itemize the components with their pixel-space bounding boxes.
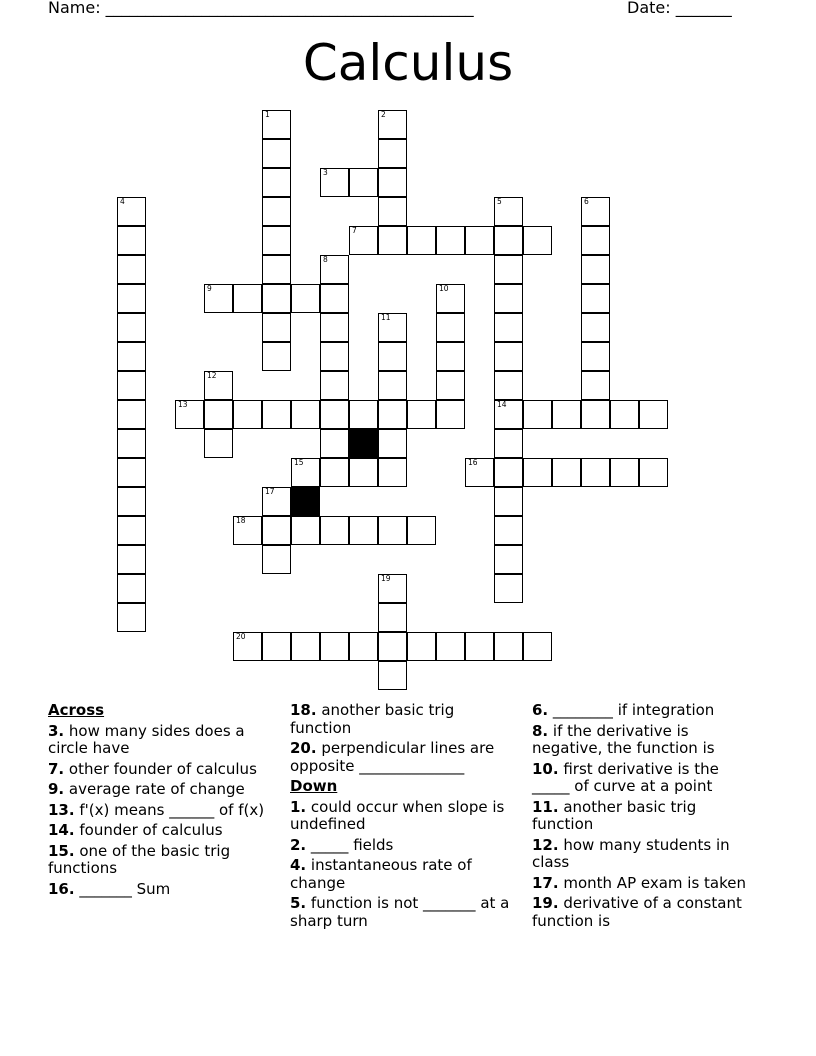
grid-cell[interactable] [407, 632, 436, 661]
clue-down-5: 5. function is not _______ at a sharp turn [290, 894, 510, 930]
grid-cell[interactable] [320, 255, 349, 284]
grid-cell[interactable] [581, 226, 610, 255]
grid-cell[interactable] [262, 342, 291, 371]
clue-down-11: 11. another basic trig function [532, 797, 697, 833]
grid-cell[interactable] [378, 661, 407, 690]
cell-number: 14 [497, 400, 507, 409]
grid-cell[interactable] [117, 313, 146, 342]
grid-cell[interactable] [378, 226, 407, 255]
clues-column-3 [532, 702, 758, 933]
cell-number: 7 [352, 226, 357, 235]
cell-number: 18 [236, 516, 246, 525]
grid-cell[interactable] [581, 458, 610, 487]
grid-cell[interactable] [262, 168, 291, 197]
cell-number: 3 [323, 168, 328, 177]
grid-cell[interactable] [436, 342, 465, 371]
clue-down-4: 4. instantaneous rate of change [290, 856, 472, 892]
grid-cell[interactable] [233, 400, 262, 429]
grid-cell[interactable] [378, 429, 407, 458]
grid-cell[interactable] [349, 168, 378, 197]
grid-cell[interactable] [349, 400, 378, 429]
grid-cell[interactable] [262, 255, 291, 284]
grid-cell[interactable] [262, 516, 291, 545]
grid-cell[interactable] [552, 458, 581, 487]
grid-cell[interactable] [117, 371, 146, 400]
grid-cell[interactable] [320, 284, 349, 313]
grid-cell[interactable] [320, 342, 349, 371]
grid-cell[interactable] [436, 313, 465, 342]
grid-cell[interactable] [117, 603, 146, 632]
grid-cell[interactable] [204, 400, 233, 429]
grid-cell[interactable] [349, 632, 378, 661]
grid-cell[interactable] [262, 139, 291, 168]
clue-across-15: 15. one of the basic trig functions [48, 841, 231, 877]
grid-cell[interactable] [523, 632, 552, 661]
grid-cell[interactable] [117, 429, 146, 458]
grid-cell[interactable] [378, 139, 407, 168]
grid-cell[interactable] [233, 516, 262, 545]
grid-cell[interactable] [378, 516, 407, 545]
grid-cell[interactable] [581, 371, 610, 400]
grid-cell[interactable] [378, 400, 407, 429]
grid-cell[interactable] [407, 516, 436, 545]
grid-cell[interactable] [349, 516, 378, 545]
grid-cell[interactable] [407, 226, 436, 255]
grid-cell[interactable] [494, 284, 523, 313]
grid-cell[interactable] [494, 400, 523, 429]
grid-cell[interactable] [378, 603, 407, 632]
grid-cell[interactable] [494, 487, 523, 516]
grid-cell[interactable] [552, 400, 581, 429]
grid-cell[interactable] [378, 371, 407, 400]
cell-number: 9 [207, 284, 212, 293]
grid-cell[interactable] [262, 632, 291, 661]
grid-cell[interactable] [320, 516, 349, 545]
grid-cell[interactable] [494, 371, 523, 400]
clue-down-17: 17. month AP exam is taken [532, 873, 747, 892]
cell-number: 2 [381, 110, 386, 119]
grid-cell[interactable] [291, 458, 320, 487]
grid-cell[interactable] [581, 400, 610, 429]
clue-across-16: 16. _______ Sum [48, 879, 171, 898]
clue-across-13: 13. f'(x) means ______ of f(x) [48, 800, 265, 819]
grid-cell[interactable] [581, 255, 610, 284]
clue-across-20: 20. perpendicular lines are opposite ______________ [290, 739, 495, 775]
grid-cell[interactable] [494, 429, 523, 458]
grid-cell[interactable] [175, 400, 204, 429]
grid-cell[interactable] [494, 226, 523, 255]
grid-cell[interactable] [349, 226, 378, 255]
cell-number: 5 [497, 197, 502, 206]
grid-cell[interactable] [378, 458, 407, 487]
cell-number: 20 [236, 632, 246, 641]
grid-cell[interactable] [204, 371, 233, 400]
grid-cell[interactable] [117, 487, 146, 516]
grid-cell[interactable] [204, 284, 233, 313]
across-heading: Across [48, 701, 105, 719]
grid-cell[interactable] [494, 632, 523, 661]
grid-cell[interactable] [117, 197, 146, 226]
grid-cell[interactable] [581, 284, 610, 313]
grid-cell[interactable] [291, 284, 320, 313]
grid-cell[interactable] [320, 313, 349, 342]
clue-across-7: 7. other founder of calculus [48, 759, 257, 778]
clue-down-10: 10. first derivative is the _____ of curve at a point [532, 759, 719, 795]
clue-across-3: 3. how many sides does a circle have [48, 721, 245, 757]
grid-cell[interactable] [465, 458, 494, 487]
grid-cell[interactable] [523, 458, 552, 487]
grid-cell[interactable] [117, 284, 146, 313]
grid-cell[interactable] [262, 400, 291, 429]
grid-cell[interactable] [494, 574, 523, 603]
grid-cell[interactable] [639, 400, 668, 429]
grid-cell[interactable] [262, 545, 291, 574]
clue-across-18: 18. another basic trig function [290, 701, 455, 737]
cell-number: 17 [265, 487, 275, 496]
name-field[interactable]: Name: ______________________________________________ [48, 0, 474, 17]
date-field[interactable]: Date: _______ [627, 0, 732, 17]
grid-cell[interactable] [117, 400, 146, 429]
clues-column-1 [48, 702, 270, 901]
grid-cell[interactable] [436, 284, 465, 313]
grid-cell[interactable] [204, 429, 233, 458]
grid-cell[interactable] [378, 313, 407, 342]
grid-cell[interactable] [349, 458, 378, 487]
grid-cell[interactable] [320, 168, 349, 197]
grid-cell[interactable] [436, 371, 465, 400]
grid-cell[interactable] [320, 429, 349, 458]
grid-cell[interactable] [465, 632, 494, 661]
grid-cell[interactable] [233, 632, 262, 661]
clue-across-9: 9. average rate of change [48, 780, 245, 798]
grid-cell[interactable] [436, 632, 465, 661]
grid-cell[interactable] [523, 226, 552, 255]
cell-number: 8 [323, 255, 328, 264]
grid-cell[interactable] [494, 545, 523, 574]
cell-number: 6 [584, 197, 589, 206]
grid-cell[interactable] [407, 400, 436, 429]
grid-cell[interactable] [117, 545, 146, 574]
grid-cell[interactable] [291, 516, 320, 545]
page-title: Calculus [302, 34, 514, 92]
grid-cell[interactable] [610, 458, 639, 487]
grid-cell[interactable] [436, 226, 465, 255]
grid-cell[interactable] [320, 458, 349, 487]
grid-cell[interactable] [494, 458, 523, 487]
grid-cell[interactable] [320, 632, 349, 661]
grid-cell[interactable] [262, 284, 291, 313]
grid-cell[interactable] [465, 226, 494, 255]
grid-cell[interactable] [378, 342, 407, 371]
cell-number: 15 [294, 458, 304, 467]
grid-cell[interactable] [291, 400, 320, 429]
clue-down-2: 2. _____ fields [290, 835, 394, 854]
clue-down-6: 6. ________ if integration [532, 701, 715, 719]
grid-cell[interactable] [117, 574, 146, 603]
grid-cell[interactable] [378, 574, 407, 603]
grid-cell[interactable] [610, 400, 639, 429]
grid-cell[interactable] [233, 284, 262, 313]
down-heading: Down [290, 777, 338, 795]
clue-down-1: 1. could occur when slope is undefined [290, 797, 505, 833]
clue-across-14: 14. founder of calculus [48, 821, 223, 839]
grid-cell[interactable] [494, 197, 523, 226]
grid-cell[interactable] [117, 458, 146, 487]
cell-number: 13 [178, 400, 188, 409]
grid-cell[interactable] [378, 197, 407, 226]
grid-cell[interactable] [262, 197, 291, 226]
clue-down-12: 12. how many students in class [532, 835, 730, 871]
grid-cell[interactable] [378, 632, 407, 661]
grid-cell[interactable] [262, 110, 291, 139]
grid-cell[interactable] [320, 400, 349, 429]
cell-number: 11 [381, 313, 391, 322]
cell-number: 19 [381, 574, 391, 583]
grid-cell[interactable] [262, 313, 291, 342]
grid-cell[interactable] [494, 255, 523, 284]
cell-number: 12 [207, 371, 217, 380]
grid-cell[interactable] [117, 226, 146, 255]
cell-number: 4 [120, 197, 125, 206]
grid-cell[interactable] [262, 226, 291, 255]
clue-down-19: 19. derivative of a constant function is [532, 894, 742, 930]
grid-cell[interactable] [494, 313, 523, 342]
grid-cell[interactable] [639, 458, 668, 487]
grid-cell[interactable] [291, 632, 320, 661]
grid-cell[interactable] [262, 487, 291, 516]
black-cell [349, 429, 378, 458]
grid-cell[interactable] [320, 371, 349, 400]
grid-cell[interactable] [117, 516, 146, 545]
clues-column-2 [290, 702, 520, 933]
grid-cell[interactable] [581, 197, 610, 226]
grid-cell[interactable] [378, 168, 407, 197]
grid-cell[interactable] [494, 342, 523, 371]
grid-cell[interactable] [436, 400, 465, 429]
grid-cell[interactable] [117, 255, 146, 284]
grid-cell[interactable] [581, 342, 610, 371]
grid-cell[interactable] [494, 516, 523, 545]
grid-cell[interactable] [117, 342, 146, 371]
grid-cell[interactable] [378, 110, 407, 139]
grid-cell[interactable] [581, 313, 610, 342]
clue-down-8: 8. if the derivative is negative, the function is [532, 721, 715, 757]
black-cell [291, 487, 320, 516]
cell-number: 1 [265, 110, 270, 119]
cell-number: 10 [439, 284, 449, 293]
cell-number: 16 [468, 458, 478, 467]
grid-cell[interactable] [523, 400, 552, 429]
